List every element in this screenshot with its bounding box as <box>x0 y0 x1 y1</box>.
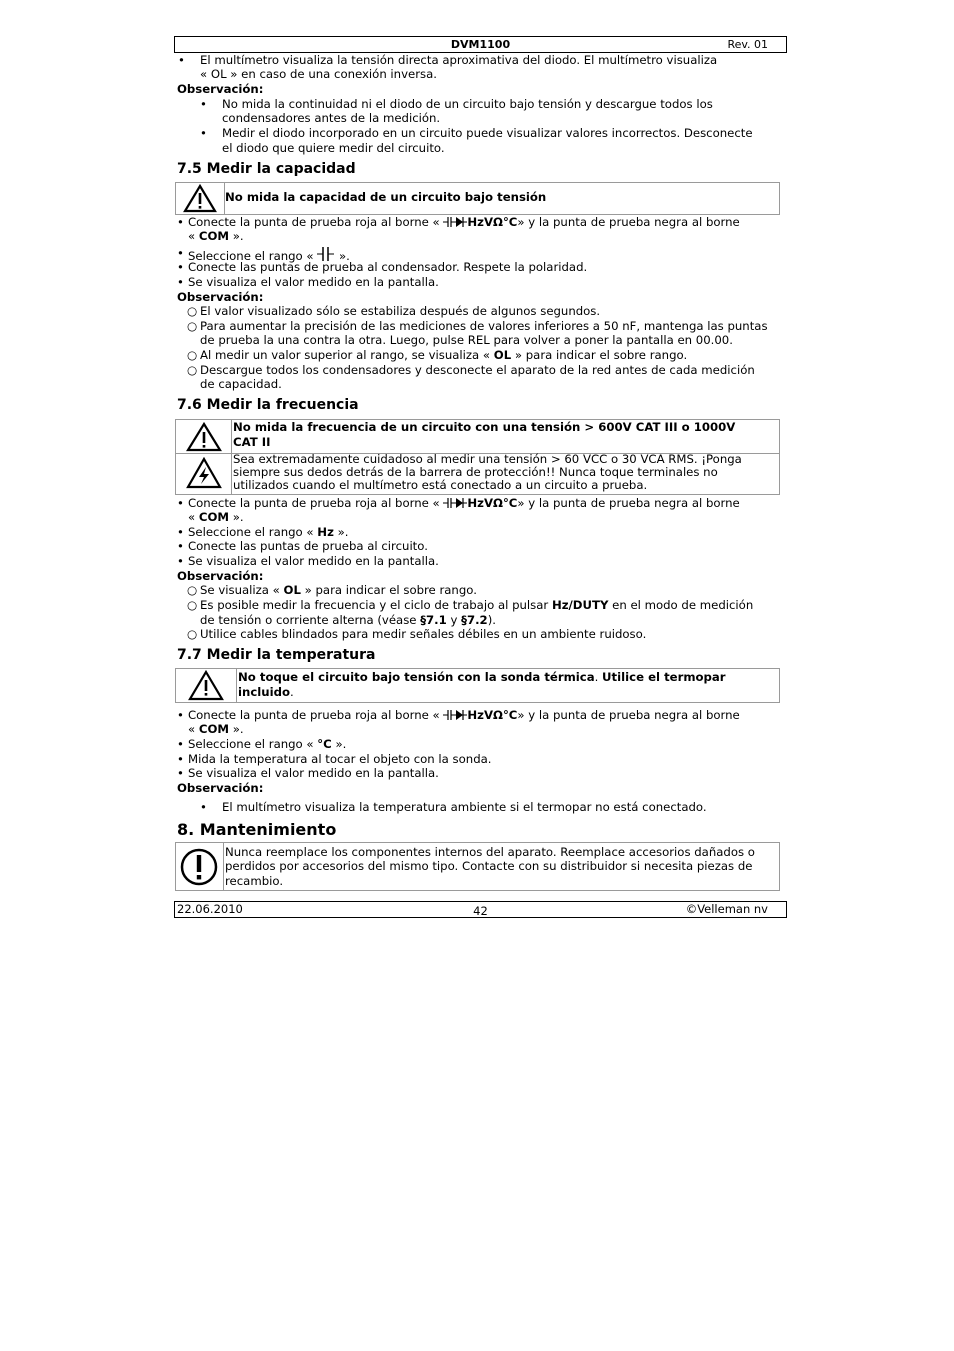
s75-obs-1: El valor visualizado sólo se estabiliza después de algunos segundos. <box>200 304 601 318</box>
capacitor-diode-symbol-icon <box>443 216 467 228</box>
page-footer <box>174 901 787 918</box>
diode-note-1a: No mida la continuidad ni el diodo de un circuito bajo tensión y descargue todos los <box>222 97 713 111</box>
footer-date: 22.06.2010 <box>177 902 243 916</box>
diode-note-2b: el diodo que quiere medir del circuito. <box>222 141 445 155</box>
bullet: • <box>177 215 184 229</box>
s75-bullet-1-line-2: « COM ». <box>188 229 244 243</box>
warning-text-frequency-2b: siempre sus dedos detrás de la barrera de protección!! Nunca toque terminales no <box>233 465 718 479</box>
circle-bullet: ○ <box>187 598 198 612</box>
warning-text-frequency-2c: utilizados cuando el multímetro está conectado a un circuito a prueba. <box>233 478 648 492</box>
s75-observation-label: Observación: <box>177 290 264 304</box>
s77-bullet-4: Se visualiza el valor medido en la pantalla. <box>188 766 439 780</box>
circle-bullet: ○ <box>187 319 198 333</box>
warning-text-capacity: No mida la capacidad de un circuito bajo tensión <box>225 190 547 204</box>
bullet: • <box>177 275 184 289</box>
s75-bullet-4: Se visualiza el valor medido en la pantalla. <box>188 275 439 289</box>
bullet: • <box>177 539 184 553</box>
bullet: • <box>177 554 184 568</box>
circle-bullet: ○ <box>187 304 198 318</box>
warning-text-temperature-b: incluido. <box>238 685 294 699</box>
header-model: DVM1100 <box>450 38 511 51</box>
maintenance-text-2: perdidos por accesorios del mismo tipo. Contacte con su distribuidor si necesita piezas de <box>225 859 753 873</box>
warning-text-frequency-1b: CAT II <box>233 435 271 449</box>
s75-obs-2a: Para aumentar la precisión de las mediciones de valores inferiores a 50 nF, mantenga las puntas <box>200 319 768 333</box>
s76-observation-label: Observación: <box>177 569 264 583</box>
s75-bullet-1: Conecte la punta de prueba roja al borne « HzVΩ°C» y la punta de prueba negra al borne <box>188 215 740 229</box>
diode-note-2a: Medir el diodo incorporado en un circuito puede visualizar valores incorrectos. Desconecte <box>222 126 753 140</box>
s77-observation-label: Observación: <box>177 781 264 795</box>
circle-bullet: ○ <box>187 363 198 377</box>
s76-bullet-1-line-2: « COM ». <box>188 510 244 524</box>
diode-line-2: « OL » en caso de una conexión inversa. <box>200 67 437 81</box>
s77-bullet-3: Mida la temperatura al tocar el objeto con la sonda. <box>188 752 492 766</box>
s76-bullet-3: Conecte las puntas de prueba al circuito. <box>188 539 428 553</box>
circle-bullet: ○ <box>187 583 198 597</box>
s75-obs-4b: de capacidad. <box>200 377 282 391</box>
s77-bullet-1: Conecte la punta de prueba roja al borne « HzVΩ°C» y la punta de prueba negra al borne <box>188 708 740 722</box>
warning-text-frequency-1a: No mida la frecuencia de un circuito con una tensión > 600V CAT III o 1000V <box>233 420 736 434</box>
s77-bullet-1-line-2: « COM ». <box>188 722 244 736</box>
s76-obs-2a: Es posible medir la frecuencia y el ciclo de trabajo al pulsar Hz/DUTY en el modo de medición <box>200 598 754 612</box>
section-7-7-title: 7.7 Medir la temperatura <box>177 647 376 663</box>
bullet: • <box>200 126 207 140</box>
s76-obs-2b: de tensión o corriente alterna (véase §7.1 y §7.2). <box>200 613 496 627</box>
s76-obs-1: Se visualiza « OL » para indicar el sobre rango. <box>200 583 477 597</box>
bullet: • <box>177 766 184 780</box>
diode-observation-label: Observación: <box>177 82 264 96</box>
diode-note-1b: condensadores antes de la medición. <box>222 111 441 125</box>
footer-brand: ©Velleman nv <box>685 902 768 916</box>
warning-text-frequency-2a: Sea extremadamente cuidadoso al medir una tensión > 60 VCC o 30 VCA RMS. ¡Ponga <box>233 452 742 466</box>
warning-triangle-icon <box>188 670 224 701</box>
bullet: • <box>177 737 184 751</box>
exclamation-circle-icon <box>180 848 218 886</box>
maintenance-text-3: recambio. <box>225 874 284 888</box>
s76-bullet-1: Conecte la punta de prueba roja al borne « HzVΩ°C» y la punta de prueba negra al borne <box>188 496 740 510</box>
warning-text-temperature-a: No toque el circuito bajo tensión con la sonda térmica. Utilice el termopar <box>238 670 726 684</box>
circle-bullet: ○ <box>187 627 198 641</box>
section-7-6-title: 7.6 Medir la frecuencia <box>177 397 359 413</box>
s76-bullet-4: Se visualiza el valor medido en la pantalla. <box>188 554 439 568</box>
s75-bullet-3: Conecte las puntas de prueba al condensador. Respete la polaridad. <box>188 260 588 274</box>
warning-triangle-icon <box>183 184 217 213</box>
s77-bullet-2: Seleccione el rango « °C ». <box>188 737 347 751</box>
maintenance-text-1: Nunca reemplace los componentes internos del aparato. Reemplace accesorios dañados o <box>225 845 755 859</box>
bullet: • <box>200 800 207 814</box>
s75-obs-2b: de prueba la una contra la otra. Luego, pulse REL para volver a poner la pantalla en 00.00. <box>200 333 733 347</box>
s75-bullet-2: Seleccione el rango « ». <box>188 246 350 264</box>
warning-triangle-icon <box>186 422 222 452</box>
capacitor-diode-symbol-icon <box>443 497 467 509</box>
header-revision: Rev. 01 <box>727 38 768 51</box>
bullet: • <box>177 260 184 274</box>
page-header <box>174 36 787 53</box>
capacitor-diode-symbol-icon <box>443 709 467 721</box>
high-voltage-icon <box>186 457 222 489</box>
diode-line-1: El multímetro visualiza la tensión directa aproximativa del diodo. El multímetro visualiza <box>200 53 718 67</box>
s76-obs-3: Utilice cables blindados para medir señales débiles en un ambiente ruidoso. <box>200 627 647 641</box>
circle-bullet: ○ <box>187 348 198 362</box>
s77-note-1: El multímetro visualiza la temperatura ambiente si el termopar no está conectado. <box>222 800 707 814</box>
bullet: • <box>178 53 185 67</box>
bullet: • <box>200 97 207 111</box>
s75-obs-4a: Descargue todos los condensadores y desconecte el aparato de la red antes de cada medición <box>200 363 755 377</box>
bullet: • <box>177 525 184 539</box>
section-8-title: 8. Mantenimiento <box>177 820 337 839</box>
bullet: • <box>177 246 184 260</box>
bullet: • <box>177 496 184 510</box>
bullet: • <box>177 752 184 766</box>
bullet: • <box>177 708 184 722</box>
section-7-5-title: 7.5 Medir la capacidad <box>177 161 356 177</box>
s75-obs-3: Al medir un valor superior al rango, se visualiza « OL » para indicar el sobre rango. <box>200 348 688 362</box>
s76-bullet-2: Seleccione el rango « Hz ». <box>188 525 349 539</box>
footer-page-number: 42 <box>473 904 488 918</box>
